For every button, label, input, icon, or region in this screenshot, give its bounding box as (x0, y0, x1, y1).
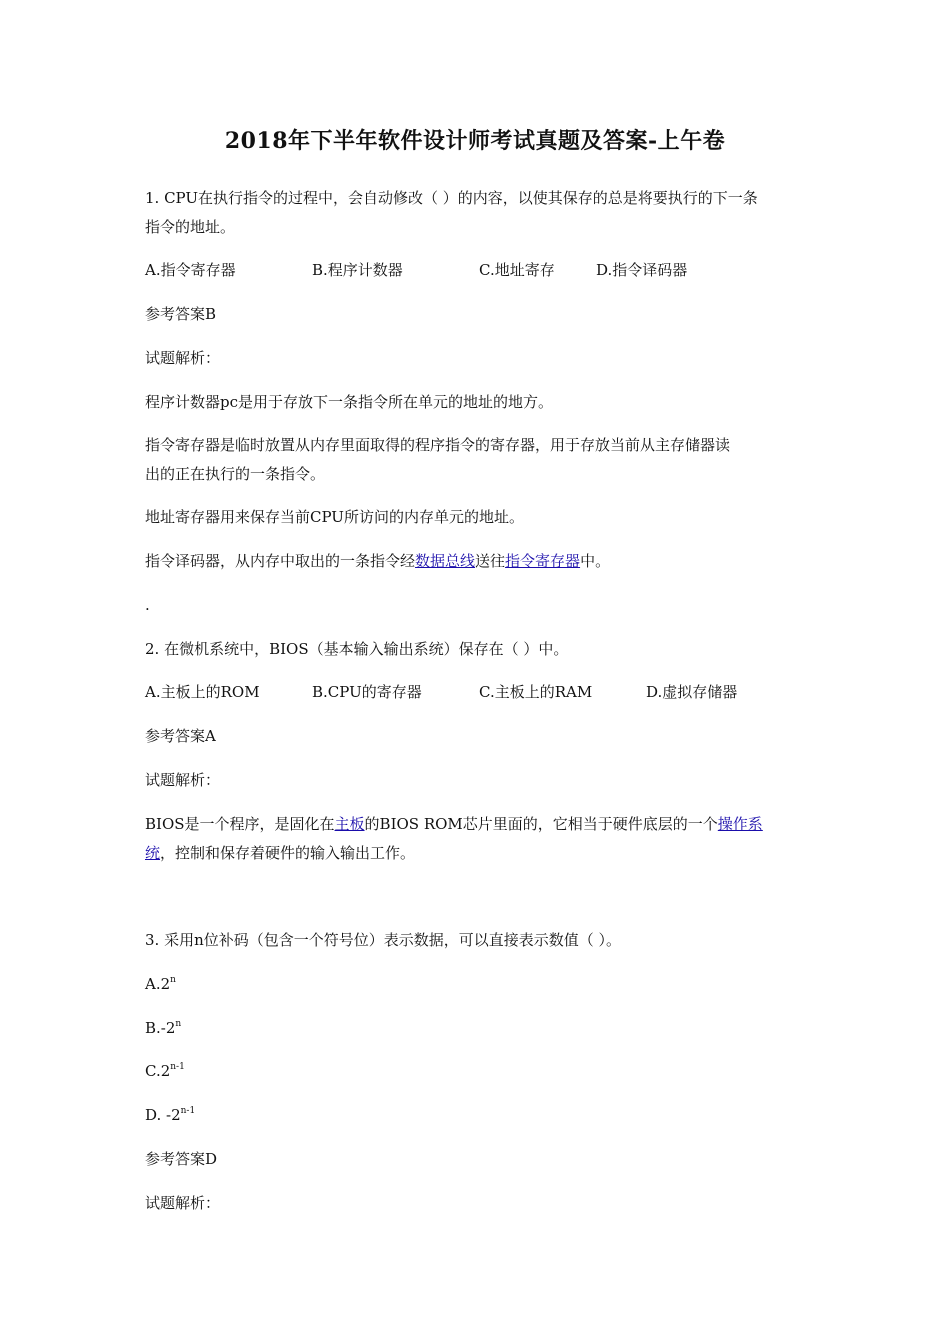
question-1-stem-line1: 1. CPU在执行指令的过程中，会自动修改（ ）的内容，以使其保存的总是将要执行的下一条 (145, 189, 758, 207)
option-b-exponent: n (175, 1019, 182, 1029)
operating-system-link-part1[interactable]: 操作系 (717, 815, 763, 833)
question-1-stem (145, 184, 810, 242)
option-d-exponent: n-1 (180, 1106, 196, 1116)
explanation-4-text-pre: 指令译码器，从内存中取出的一条指令经 (145, 552, 416, 570)
question-1-answer: 参考答案B (145, 305, 217, 323)
option-a: A.指令寄存器 (145, 261, 236, 279)
question-2-answer: 参考答案A (145, 727, 216, 745)
question-2-analysis-label: 试题解析： (145, 771, 221, 789)
data-bus-link[interactable]: 数据总线 (415, 552, 476, 570)
question-3-analysis-label: 试题解析： (145, 1194, 221, 1212)
option-d: D.虚拟存储器 (646, 683, 738, 701)
explanation-4-text-mid: 送往 (475, 552, 506, 570)
question-3-stem: 3. 采用n位补码（包含一个符号位）表示数据，可以直接表示数值（ ）。 (145, 931, 622, 949)
question-1-stem-line2: 指令的地址。 (145, 218, 236, 236)
option-a-base: A.2 (145, 975, 171, 993)
question-2-options (145, 678, 810, 707)
separator-dot: . (145, 596, 150, 614)
explanation-2-line1: 指令寄存器是临时放置从内存里面取得的程序指令的寄存器，用于存放当前从主存储器读 (145, 436, 731, 454)
option-c: C.地址寄存 (479, 261, 555, 279)
question-1-explanation-2 (145, 431, 810, 489)
option-d: D.指令译码器 (596, 261, 688, 279)
explanation-text-pre: BIOS是一个程序，是固化在 (145, 815, 335, 833)
option-b-base: B.-2 (145, 1019, 176, 1037)
page-title: 2018年下半年软件设计师考试真题及答案-上午卷 (224, 128, 726, 154)
explanation-2-line2: 出的正在执行的一条指令。 (145, 465, 326, 483)
option-d-base: D. -2 (145, 1106, 181, 1124)
option-b: B.CPU的寄存器 (312, 683, 422, 701)
explanation-text-mid: 的BIOS ROM芯片里面的，它相当于硬件底层的一个 (364, 815, 718, 833)
question-3-option-d (145, 1101, 810, 1130)
question-1-explanation-3: 地址寄存器用来保存当前CPU所访问的内存单元的地址。 (145, 508, 524, 526)
explanation-4-text-post: 中。 (580, 552, 611, 570)
question-3-answer: 参考答案D (145, 1150, 218, 1168)
question-3-option-b (145, 1014, 810, 1043)
option-a: A.主板上的ROM (145, 683, 260, 701)
motherboard-link[interactable]: 主板 (334, 815, 365, 833)
question-2-explanation-line2 (145, 839, 810, 868)
question-2-explanation-line1 (145, 810, 810, 839)
question-1-explanation-4 (145, 547, 810, 576)
question-1-explanation-1: 程序计数器pc是用于存放下一条指令所在单元的地址的地方。 (145, 393, 554, 411)
explanation-text-post: ，控制和保存着硬件的输入输出工作。 (160, 844, 416, 862)
option-c: C.主板上的RAM (479, 683, 593, 701)
question-1-options (145, 256, 810, 285)
option-a-exponent: n (170, 975, 176, 985)
question-1-analysis-label: 试题解析： (145, 349, 221, 367)
option-c-base: C.2 (145, 1062, 171, 1080)
option-b: B.程序计数器 (312, 261, 403, 279)
option-c-exponent: n-1 (170, 1062, 185, 1072)
question-2-stem: 2. 在微机系统中，BIOS（基本输入输出系统）保存在（ ）中。 (145, 640, 569, 658)
question-3-option-c (145, 1057, 810, 1086)
question-2-explanation (145, 810, 810, 868)
instruction-register-link[interactable]: 指令寄存器 (505, 552, 581, 570)
operating-system-link-part2[interactable]: 统 (145, 844, 161, 862)
question-3-option-a (145, 970, 810, 999)
